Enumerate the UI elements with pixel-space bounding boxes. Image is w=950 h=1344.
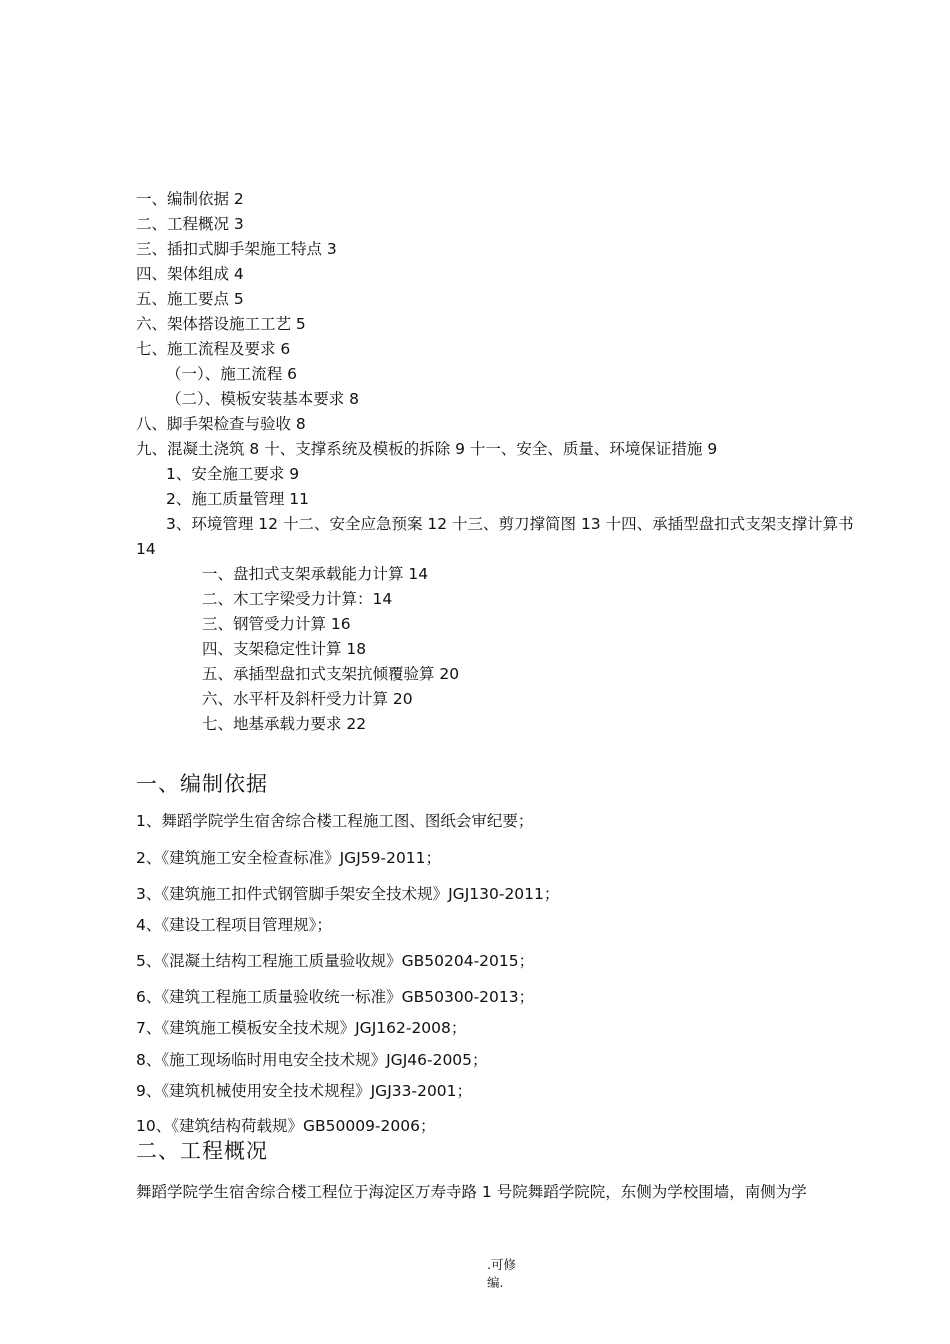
table-of-contents — [136, 187, 876, 737]
toc-item[interactable]: 九、混凝土浇筑 8 十、支撑系统及模板的拆除 9 十一、安全、质量、环境保证措施 9 — [136, 440, 718, 458]
section-heading-overview: 二、工程概况 — [136, 1139, 268, 1163]
toc-item[interactable]: 四、架体组成 4 — [136, 265, 244, 283]
toc-item[interactable]: 五、施工要点 5 — [136, 290, 244, 308]
toc-calc-item[interactable]: 四、支架稳定性计算 18 — [202, 640, 367, 658]
basis-item: 2、《建筑施工安全检查标准》JGJ59-2011； — [136, 849, 442, 867]
basis-item: 10、《建筑结构荷载规》GB50009-2006； — [136, 1117, 436, 1135]
page-footer — [487, 1256, 547, 1292]
toc-subitem[interactable]: 1、安全施工要求 9 — [166, 465, 300, 483]
toc-subitem[interactable]: 2、施工质量管理 11 — [166, 490, 310, 508]
toc-subitem-wrapped[interactable]: 3、环境管理 12 十二、安全应急预案 12 十三、剪刀撑简图 13 十四、承插型盘扣式支架支撑计算书 14 — [136, 515, 854, 558]
toc-item[interactable]: 六、架体搭设施工工艺 5 — [136, 315, 306, 333]
basis-item: 9、《建筑机械使用安全技术规程》JGJ33-2001； — [136, 1082, 473, 1100]
toc-item[interactable]: 三、插扣式脚手架施工特点 3 — [136, 240, 337, 258]
toc-calc-item[interactable]: 五、承插型盘扣式支架抗倾覆验算 20 — [202, 665, 460, 683]
toc-calc-item[interactable]: 三、钢管受力计算 16 — [202, 615, 351, 633]
basis-item: 6、《建筑工程施工质量验收统一标准》GB50300-2013； — [136, 988, 535, 1006]
basis-item: 5、《混凝土结构工程施工质量验收规》GB50204-2015； — [136, 952, 535, 970]
toc-item[interactable]: 八、脚手架检查与验收 8 — [136, 415, 306, 433]
footer-line: .可修 — [487, 1257, 516, 1272]
toc-item[interactable]: 二、工程概况 3 — [136, 215, 244, 233]
toc-item[interactable]: 一、编制依据 2 — [136, 190, 244, 208]
toc-subitem[interactable]: （一）、施工流程 6 — [166, 365, 298, 383]
basis-item: 4、《建设工程项目管理规》； — [136, 916, 332, 934]
footer-line: 编. — [487, 1275, 504, 1290]
basis-item: 1、舞蹈学院学生宿舍综合楼工程施工图、图纸会审纪要； — [136, 812, 534, 830]
overview-paragraph: 舞蹈学院学生宿舍综合楼工程位于海淀区万寿寺路 1 号院舞蹈学院院，东侧为学校围墙，南侧为学 — [136, 1183, 807, 1201]
toc-calc-item[interactable]: 六、水平杆及斜杆受力计算 20 — [202, 690, 413, 708]
section-heading-basis: 一、编制依据 — [136, 772, 268, 796]
toc-calc-item[interactable]: 七、地基承载力要求 22 — [202, 715, 367, 733]
toc-calc-item[interactable]: 二、木工字梁受力计算：14 — [202, 590, 393, 608]
toc-item[interactable]: 七、施工流程及要求 6 — [136, 340, 291, 358]
toc-subitem[interactable]: （二）、模板安装基本要求 8 — [166, 390, 360, 408]
toc-calc-item[interactable]: 一、盘扣式支架承载能力计算 14 — [202, 565, 429, 583]
basis-item: 7、《建筑施工模板安全技术规》JGJ162-2008； — [136, 1019, 467, 1037]
basis-item: 8、《施工现场临时用电安全技术规》JGJ46-2005； — [136, 1051, 488, 1069]
basis-item: 3、《建筑施工扣件式钢管脚手架安全技术规》JGJ130-2011； — [136, 885, 560, 903]
